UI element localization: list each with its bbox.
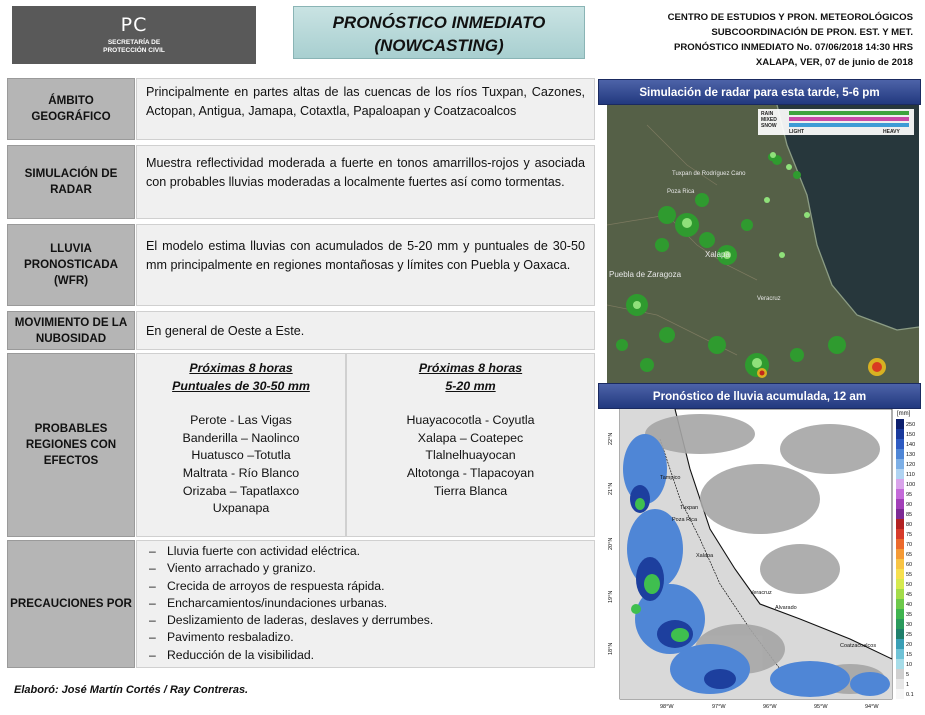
radar-place: Xalapa (705, 250, 730, 259)
regiones-right-heading2: 5-20 mm (445, 378, 496, 393)
precaucion-item: – Viento arrachado y granizo. (141, 560, 590, 577)
scale-label: 150 (906, 432, 916, 438)
scale-swatch (896, 619, 904, 629)
scale-label: 25 (906, 632, 913, 638)
regiones-right-item: Xalapa – Coatepec (417, 430, 524, 445)
scale-swatch (896, 539, 904, 549)
precauciones-box (136, 540, 595, 668)
scale-swatch (896, 559, 904, 569)
precaucion-item: – Lluvia fuerte con actividad eléctrica. (141, 543, 590, 560)
scale-label: 120 (906, 462, 916, 468)
radar-map-title: Simulación de radar para esta tarde, 5-6 pm (598, 79, 921, 105)
scale-swatch (896, 509, 904, 519)
scale-swatch (896, 679, 904, 689)
precauciones-list (141, 543, 590, 664)
scale-swatch (896, 649, 904, 659)
radar-map (607, 105, 919, 383)
precaucion-item: – Deslizamiento de laderas, deslaves y derrumbes. (141, 612, 590, 629)
title-line2: (NOWCASTING) (374, 36, 504, 55)
regiones-left-item: Perote - Las Vigas (190, 413, 292, 428)
scale-label: 1 (906, 682, 910, 688)
scale-label: 50 (906, 582, 913, 588)
accum-lat-label: 22°N (608, 432, 614, 445)
movimiento-label: MOVIMIENTO DE LA NUBOSIDAD (7, 311, 135, 350)
radar-place: Tuxpan de Rodríguez Cano (672, 171, 746, 177)
regiones-left-item: Huatusco –Totutla (191, 448, 291, 463)
scale-swatch (896, 639, 904, 649)
header-line2: SUBCOORDINACIÓN DE PRON. EST. Y MET. (711, 27, 913, 38)
accum-place: Tampico (660, 475, 681, 481)
scale-swatch (896, 669, 904, 679)
scale-label: 10 (906, 662, 913, 668)
precaucion-item: – Reducción de la visibilidad. (141, 647, 590, 664)
radar-place: Poza Rica (667, 189, 695, 195)
regiones-left-item: Uxpanapa (212, 501, 270, 516)
accum-lon-label: 95°W (814, 704, 828, 710)
scale-label: 40 (906, 602, 913, 608)
scale-label: 95 (906, 492, 913, 498)
logo-abbr: PC (120, 14, 148, 36)
accum-place: Veracruz (750, 590, 772, 596)
scale-label: 250 (906, 422, 916, 428)
accum-place: Tuxpan (680, 505, 699, 511)
scale-swatch (896, 519, 904, 529)
title-box (293, 6, 585, 59)
accum-place: Xalapa (696, 553, 714, 559)
regiones-right (346, 353, 595, 537)
header-line1: CENTRO DE ESTUDIOS Y PRON. METEOROLÓGICOS (667, 12, 913, 23)
precaucion-item: – Encharcamientos/inundaciones urbanas. (141, 595, 590, 612)
scale-swatch (896, 419, 904, 429)
radar-legend-mixed: MIXED (761, 117, 777, 123)
accum-place: Coatzacoalcos (840, 643, 877, 649)
regiones-left-item: Banderilla – Naolinco (182, 430, 300, 445)
scale-label: 110 (906, 472, 915, 478)
radar-place: Puebla de Zaragoza (609, 270, 682, 279)
logo (12, 6, 256, 64)
scale-swatch (896, 429, 904, 439)
lluvia-text: El modelo estima lluvias con acumulados de 5-20 mm y puntuales de 30-50 mm principalmente en regiones montañosas y límites con Puebla y Oaxaca. (136, 224, 595, 306)
regiones-left (136, 353, 346, 537)
scale-label: 70 (906, 542, 913, 548)
regiones-left-heading1: Próximas 8 horas (189, 361, 293, 375)
scale-swatch (896, 579, 904, 589)
scale-label: 5 (906, 672, 910, 678)
precauciones-label: PRECAUCIONES POR (7, 540, 135, 668)
scale-swatch (896, 569, 904, 579)
scale-swatch (896, 599, 904, 609)
regiones-right-item: Tierra Blanca (433, 483, 508, 498)
accum-map-title: Pronóstico de lluvia acumulada, 12 am (598, 383, 921, 409)
accum-unit: [mm] (897, 411, 911, 417)
accum-lon-label: 97°W (712, 704, 726, 710)
scale-label: 80 (906, 522, 913, 528)
scale-label: 130 (906, 452, 916, 458)
scale-swatch (896, 629, 904, 639)
movimiento-text: En general de Oeste a Este. (136, 311, 595, 350)
scale-label: 45 (906, 592, 913, 598)
radar-legend-snow: SNOW (761, 123, 777, 129)
regiones-left-item: Maltrata - Río Blanco (182, 465, 300, 480)
radar-legend-light: LIGHT (789, 129, 804, 135)
accum-lat-label: 21°N (608, 482, 614, 495)
scale-swatch (896, 689, 904, 699)
accum-lon-label: 98°W (660, 704, 674, 710)
regiones-left-heading2: Puntuales de 30-50 mm (172, 378, 310, 393)
accum-lat-label: 19°N (608, 590, 614, 603)
scale-swatch (896, 499, 904, 509)
regiones-right-item: Tlalnelhuayocan (425, 448, 516, 463)
accum-place: Poza Rica (672, 517, 698, 523)
regiones-right-item: Altotonga - Tlapacoyan (406, 465, 535, 480)
scale-label: 100 (906, 482, 916, 488)
header-block (593, 10, 913, 70)
precaucion-item: – Pavimento resbaladizo. (141, 629, 590, 646)
scale-swatch (896, 589, 904, 599)
header-line3: PRONÓSTICO INMEDIATO No. 07/06/2018 14:30 HRS (673, 42, 913, 53)
accum-place: Alvarado (775, 605, 797, 611)
scale-swatch (896, 459, 904, 469)
scale-label: 0.1 (906, 692, 914, 698)
scale-label: 30 (906, 622, 913, 628)
regiones-right-item: Huayacocotla - Coyutla (406, 413, 535, 428)
scale-swatch (896, 609, 904, 619)
title-line1: PRONÓSTICO INMEDIATO (332, 13, 546, 32)
scale-swatch (896, 479, 904, 489)
logo-org-line2: PROTECCIÓN CIVIL (103, 47, 165, 54)
regiones-label: PROBABLES REGIONES CON EFECTOS (7, 353, 135, 537)
accum-lon-label: 96°W (763, 704, 777, 710)
scale-label: 90 (906, 502, 913, 508)
scale-swatch (896, 549, 904, 559)
accum-lat-label: 18°N (608, 642, 614, 655)
scale-label: 15 (906, 652, 913, 658)
radar-place: Veracruz (757, 296, 781, 302)
regiones-left-item: Orizaba – Tapatlaxco (182, 483, 300, 498)
regiones-right-heading1: Próximas 8 horas (418, 361, 523, 375)
radar-label: SIMULACIÓN DE RADAR (7, 145, 135, 219)
scale-label: 140 (906, 442, 916, 448)
precaucion-item: – Crecida de arroyos de respuesta rápida. (141, 578, 590, 595)
ambito-label: ÁMBITO GEOGRÁFICO (7, 78, 135, 140)
radar-legend-heavy: HEAVY (883, 129, 900, 135)
credit: Elaboró: José Martín Cortés / Ray Contreras. (14, 684, 249, 696)
scale-swatch (896, 489, 904, 499)
logo-org-line1: SECRETARÍA DE (107, 39, 161, 46)
radar-text: Muestra reflectividad moderada a fuerte en tonos amarrillos-rojos y asociada con probables lluvias moderadas a localmente fuertes así como tormentas. (136, 145, 595, 219)
scale-label: 75 (906, 532, 913, 538)
scale-label: 60 (906, 562, 913, 568)
accum-lat-label: 20°N (608, 537, 614, 550)
scale-label: 85 (906, 512, 913, 518)
scale-label: 20 (906, 642, 913, 648)
scale-label: 65 (906, 552, 913, 558)
lluvia-label: LLUVIA PRONOSTICADA (WFR) (7, 224, 135, 306)
scale-label: 55 (906, 572, 913, 578)
scale-swatch (896, 469, 904, 479)
scale-swatch (896, 529, 904, 539)
scale-label: 35 (906, 612, 913, 618)
ambito-text: Principalmente en partes altas de las cuencas de los ríos Tuxpan, Cazones, Actopan, Antigua, Jamapa, Cotaxtla, Papaloapan y Coatzacoalcos (136, 78, 595, 140)
scale-swatch (896, 449, 904, 459)
accum-lon-label: 94°W (865, 704, 879, 710)
radar-legend-rain: RAIN (761, 111, 774, 117)
scale-swatch (896, 659, 904, 669)
header-line4: XALAPA, VER, 07 de junio de 2018 (755, 57, 913, 68)
scale-swatch (896, 439, 904, 449)
accum-map (600, 409, 920, 711)
